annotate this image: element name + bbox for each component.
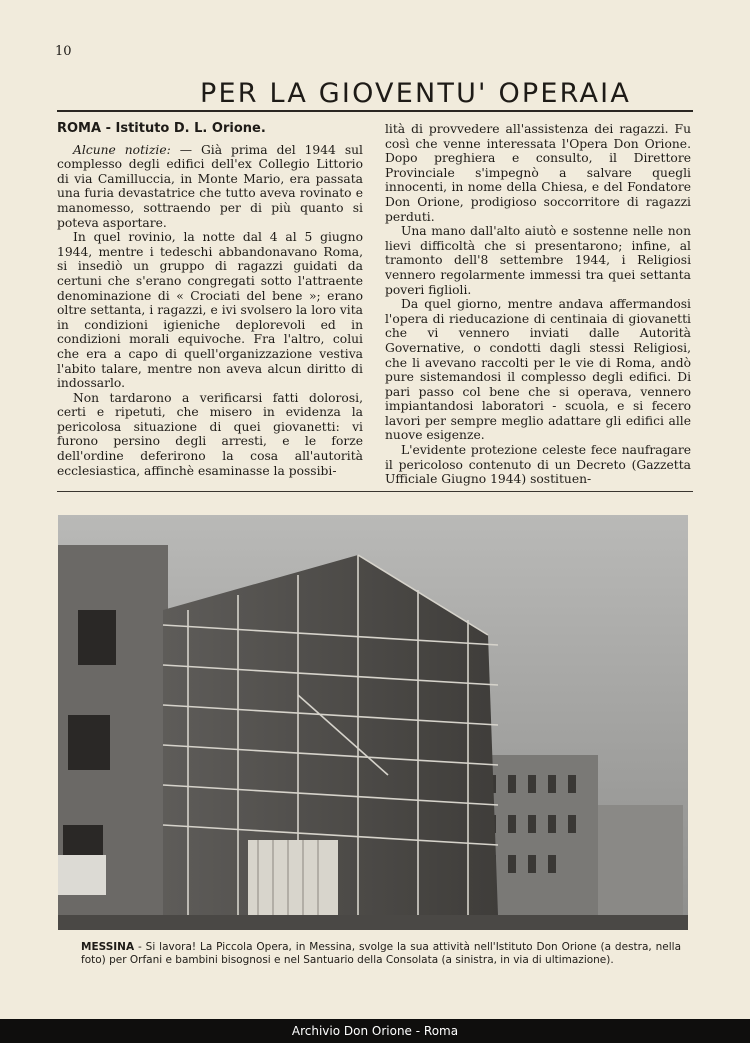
photo-illustration — [58, 515, 688, 930]
article-paragraph-1 — [57, 143, 363, 231]
article-paragraph-5: Una mano dall'alto aiutò e sostenne nelle non lievi difficoltà che si presentarono; infine, al tramonto dell'8 settembre 1944, i Religiosi vennero regolarmente immessi tra quei settanta poveri figlioli. — [385, 224, 691, 297]
article-paragraph-2: In quel rovinio, la notte dal 4 al 5 giugno 1944, mentre i tedeschi abbandonavano Roma, si insediò un gruppo di ragazzi guidati da certuni che s'erano congregati sotto l'attraente denominazione di « Crociati del bene »; erano oltre settanta, i ragazzi, e ivi svolsero la loro vita in condizioni igieniche deplorevoli ed in condizioni morali equivoche. Fra l'altro, colui che era a capo di quell'organizzazione vestiva l'abito talare, mentre non aveva alcun diritto di indossarlo. — [57, 230, 363, 391]
page-number: 10 — [55, 44, 72, 59]
article-column-right — [385, 122, 691, 487]
article-heading: ROMA - Istituto D. L. Orione. — [57, 121, 266, 136]
section-title: PER LA GIOVENTU' OPERAIA — [200, 78, 632, 109]
article-paragraph-1-text: — Già prima del 1944 sul complesso degli edifici dell'ex Collegio Littorio di via Camilluccia, in Monte Mario, era passata una furia devastatrice che tutto aveva rovinato e manomesso, sottraendo per di più quanto si poteva asportare. — [57, 142, 363, 230]
caption-text: - Si lavora! La Piccola Opera, in Messina, svolge la sua attività nell'Istituto Don Orione (a destra, nella foto) per Orfani e bambini bisognosi e nel Santuario della Consolata (a sinistra, in via di ultimazione). — [81, 941, 681, 966]
article-paragraph-6: Da quel giorno, mentre andava affermandosi l'opera di rieducazione di centinaia di giovanetti che vi vennero inviati dalle Autorità Governative, o condotti dagli stessi Religiosi, che li avevano raccolti per le vie di Roma, andò pure sistemandosi il complesso degli edifici. Di pari passo col bene che si operava, vennero impiantandosi laboratori - scuola, e si fecero lavori per sempre meglio adattare gli edifici alle nuove esigenze. — [385, 297, 691, 443]
article-column-left — [57, 122, 363, 478]
article-paragraph-4: lità di provvedere all'assistenza dei ragazzi. Fu così che venne interessata l'Opera Don Orione. Dopo preghiera e consulto, il Direttore Provinciale s'impegnò a salvare quegli innocenti, in nome della Chiesa, e del Fondatore Don Orione, prodigioso soccorritore di ragazzi perduti. — [385, 122, 691, 224]
column-bottom-rule — [57, 491, 693, 492]
caption-place: MESSINA — [81, 941, 135, 953]
article-paragraph-7: L'evidente protezione celeste fece naufragare il pericoloso contenuto di un Decreto (Gazzetta Ufficiale Giugno 1944) sostituen- — [385, 443, 691, 487]
article-columns — [57, 122, 693, 487]
archive-footer: Archivio Don Orione - Roma — [0, 1019, 750, 1043]
title-rule — [57, 110, 693, 112]
photo-construction-messina — [58, 515, 688, 930]
article-lead-in: Alcune notizie: — [73, 142, 171, 157]
photo-caption — [81, 941, 681, 967]
article-paragraph-3: Non tardarono a verificarsi fatti dolorosi, certi e ripetuti, che misero in evidenza la pericolosa situazione di quei giovanetti: vi furono persino degli arresti, e le forze dell'ordine deferirono la cosa all'autorità ecclesiastica, affinchè esaminasse la possibi- — [57, 390, 363, 478]
